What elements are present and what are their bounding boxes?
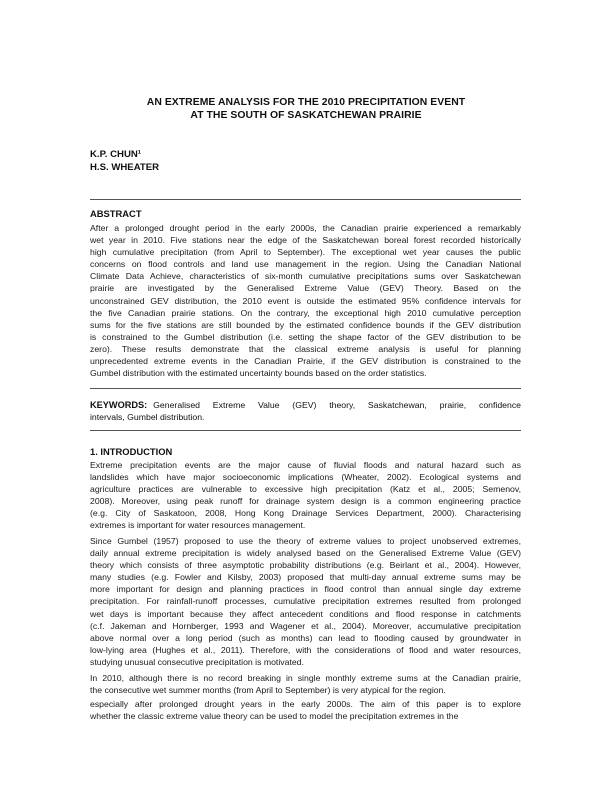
text-line: is constrained to the Gumbel distribution (i.e. setting the shape factor of the GEV distribution to be [90,331,521,342]
text-line: precipitation. For rainfall-runoff processes, cumulative precipitation extremes resulted from prolonged [90,596,521,607]
abstract-heading: ABSTRACT [90,208,142,219]
text-line: wet days is important because they affect antecedent conditions and flood response in catchments [90,608,521,619]
text-line: concerns on flood controls and land use management in the region. Using the Canadian National [90,259,521,270]
intro-paragraph-2 [90,535,521,668]
text-line: Extreme precipitation events are the major cause of fluvial floods and natural hazard such as [90,460,521,470]
introduction-heading: 1. INTRODUCTION [90,446,173,457]
keywords-line-2: intervals, Gumbel distribution. [90,412,205,423]
keywords [90,399,521,423]
text-line: the five Canadian prairie stations. On the contrary, the exceptional high 2010 cumulative perception [90,307,521,318]
text-line: studying unusual consecutive precipitation is motivated. [90,656,304,667]
text-line: above normal over a long period (such as months) can lead to flooding caused by groundwater in [90,632,521,643]
text-line: high cumulative precipitation (from April to September). The exceptional wet year causes the public [90,247,521,258]
text-line: especially after prolonged drought years in the early 2000s. The aim of this paper is to explore [90,699,521,709]
text-line: (c.f. Jakeman and Hornberger, 1993 and Wagener et al., 2004). Moreover, accumulative precipitation [90,620,521,631]
abstract-body [90,222,521,379]
author-list [90,148,159,174]
text-line: many studies (e.g. Fowler and Kilsby, 2003) proposed that multi-day annual extreme sums may be [90,572,521,583]
text-line: In 2010, although there is no record breaking in single monthly extreme sums at the Canadian prairie, [90,673,521,683]
top-divider [90,199,521,200]
abstract-divider [90,388,521,389]
keywords-label: KEYWORDS: [90,400,148,410]
text-line: low-lying area (Hughes et al., 2011). Therefore, with the considerations of flood and water resources, [90,644,521,655]
text-line: After a prolonged drought period in the early 2000s, the Canadian prairie experienced a remarkably [90,223,521,233]
text-line: Gumbel distribution with the estimated uncertainty bounds based on the order statistics. [90,368,427,379]
author-name: K.P. CHUN¹ [90,149,141,160]
title-line-1: AN EXTREME ANALYSIS FOR THE 2010 PRECIPITATION EVENT [146,97,466,108]
text-line: more important for design and planning practices in flood control than annual single day extreme [90,584,521,595]
paper-title [90,96,522,122]
text-line: (e.g. City of Saskatoon, 2008, Hong Kong Drainage Services Department, 2000). Characterising [90,508,521,519]
keywords-line-1 [90,399,521,411]
text-line: zero). These results demonstrate that the classical extreme analysis is useful for planning [90,343,521,354]
text-line: whether the classic extreme value theory can be used to model the precipitation extremes in the [90,711,459,722]
text-line: agriculture practices are vulnerable to excessive high precipitation (Katz et al., 2005; Semenov, [90,484,521,495]
text-line: daily annual extreme precipitation is widely analysed based on the Generalised Extreme Value (GEV) [90,548,521,559]
title-line-2: AT THE SOUTH OF SASKATCHEWAN PRAIRIE [190,110,422,121]
text-line: the consecutive wet summer months (from April to September) is very atypical for the region. [90,685,446,696]
text-line: sums for the five stations are still bounded by the estimated confidence bounds if the GEV distribution [90,319,521,330]
text-line: Since Gumbel (1957) proposed to use the theory of extreme values to project unobserved extremes, [90,536,521,546]
text-line: extremes is important for water resources management. [90,520,306,531]
keywords-divider [90,430,521,431]
intro-paragraph-3 [90,672,521,696]
text-line: 2008). Moreover, using peak runoff for drainage system design is a common engineering practice [90,496,521,507]
keywords-text: Generalised Extreme Value (GEV) theory, Saskatchewan, prairie, confidence [153,400,521,410]
text-line: Climate Data Achieve, characteristics of six-month cumulative precipitations sums over Saskatchewan [90,271,521,282]
intro-paragraph-1 [90,459,521,532]
text-line: prairie are investigated by the Generalised Extreme Value (GEV) Theory. Based on the [90,283,521,294]
text-line: unconstrained GEV distribution, the 2010 event is outside the estimated 95% confidence intervals for [90,295,521,306]
author-name: H.S. WHEATER [90,162,160,173]
text-line: unprecedented extreme events in the Canadian Prairie, if the GEV distribution is constrained to the [90,356,521,367]
text-line: landslides which have major socioeconomic implications (Wheater, 2002). Ecological systems and [90,472,521,483]
intro-paragraph-4 [90,698,521,722]
text-line: theory which consists of three asymptotic probability distributions (e.g. Beirlant et al., 2004). However, [90,560,521,571]
text-line: wet year in 2010. Five stations near the edge of the Saskatchewan boreal forest recorded historically [90,235,521,246]
